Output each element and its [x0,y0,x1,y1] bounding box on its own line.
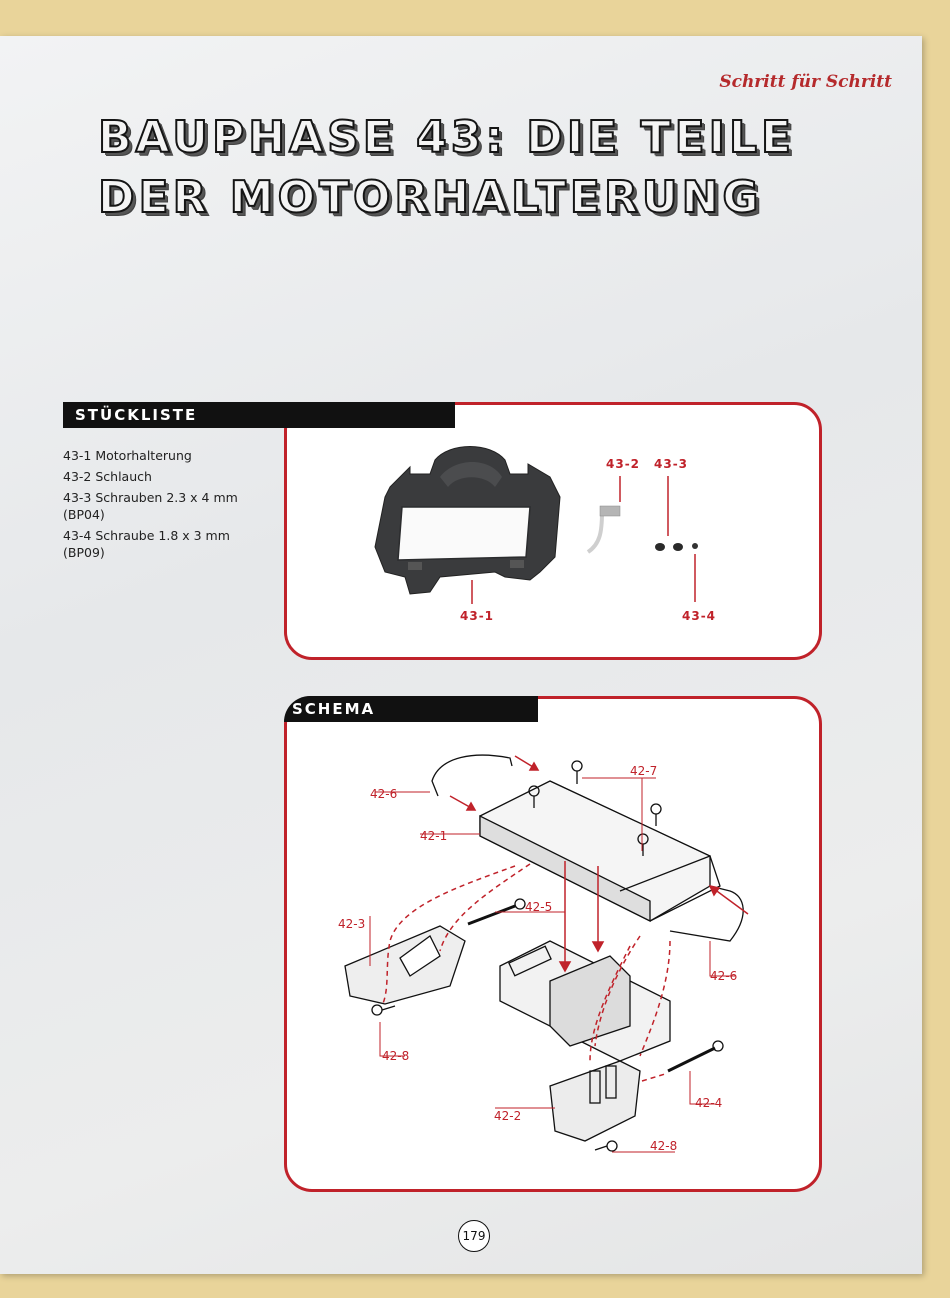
photo-label-43-2: 43-2 [606,457,641,471]
parts-list [63,447,273,565]
parts-list-item: 43-4 Schraube 1.8 x 3 mm (BP09) [63,528,230,560]
schema-label-42-1: 42-1 [420,829,448,843]
photo-label-43-4: 43-4 [682,609,717,623]
photo-label-43-1: 43-1 [460,609,495,623]
title-line-1: BAUPHASE 43: DIE TEILE [98,112,796,163]
parts-list-item: 43-2 Schlauch [63,469,152,484]
hose-part [588,506,620,552]
section-kicker: Schritt für Schritt [719,72,892,92]
page-number: 179 [458,1220,490,1252]
title-line-2: DER MOTORHALTERUNG [98,172,763,223]
motor-mount-part [375,447,560,595]
page-title [98,108,795,228]
schema-section-tab: SCHEMA [284,696,538,722]
schema-label-42-2: 42-2 [494,1109,522,1123]
schema-label-42-5: 42-5 [525,900,553,914]
schema-label-42-7: 42-7 [630,764,658,778]
parts-list-item: 43-3 Schrauben 2.3 x 4 mm (BP04) [63,490,238,522]
assembly-schema [290,726,816,1186]
schema-label-42-8-bottom: 42-8 [650,1139,678,1153]
small-screw-part [692,543,698,549]
photo-label-43-3: 43-3 [654,457,689,471]
screws-part [655,543,683,551]
schema-label-42-8-left: 42-8 [382,1049,410,1063]
parts-photo [290,432,816,654]
schema-label-42-3: 42-3 [338,917,366,931]
parts-section-tab: STÜCKLISTE [63,402,455,428]
schema-label-42-4: 42-4 [695,1096,723,1110]
schema-label-42-6-top: 42-6 [370,787,398,801]
parts-list-item: 43-1 Motorhalterung [63,448,192,463]
schema-label-42-6-right: 42-6 [710,969,738,983]
